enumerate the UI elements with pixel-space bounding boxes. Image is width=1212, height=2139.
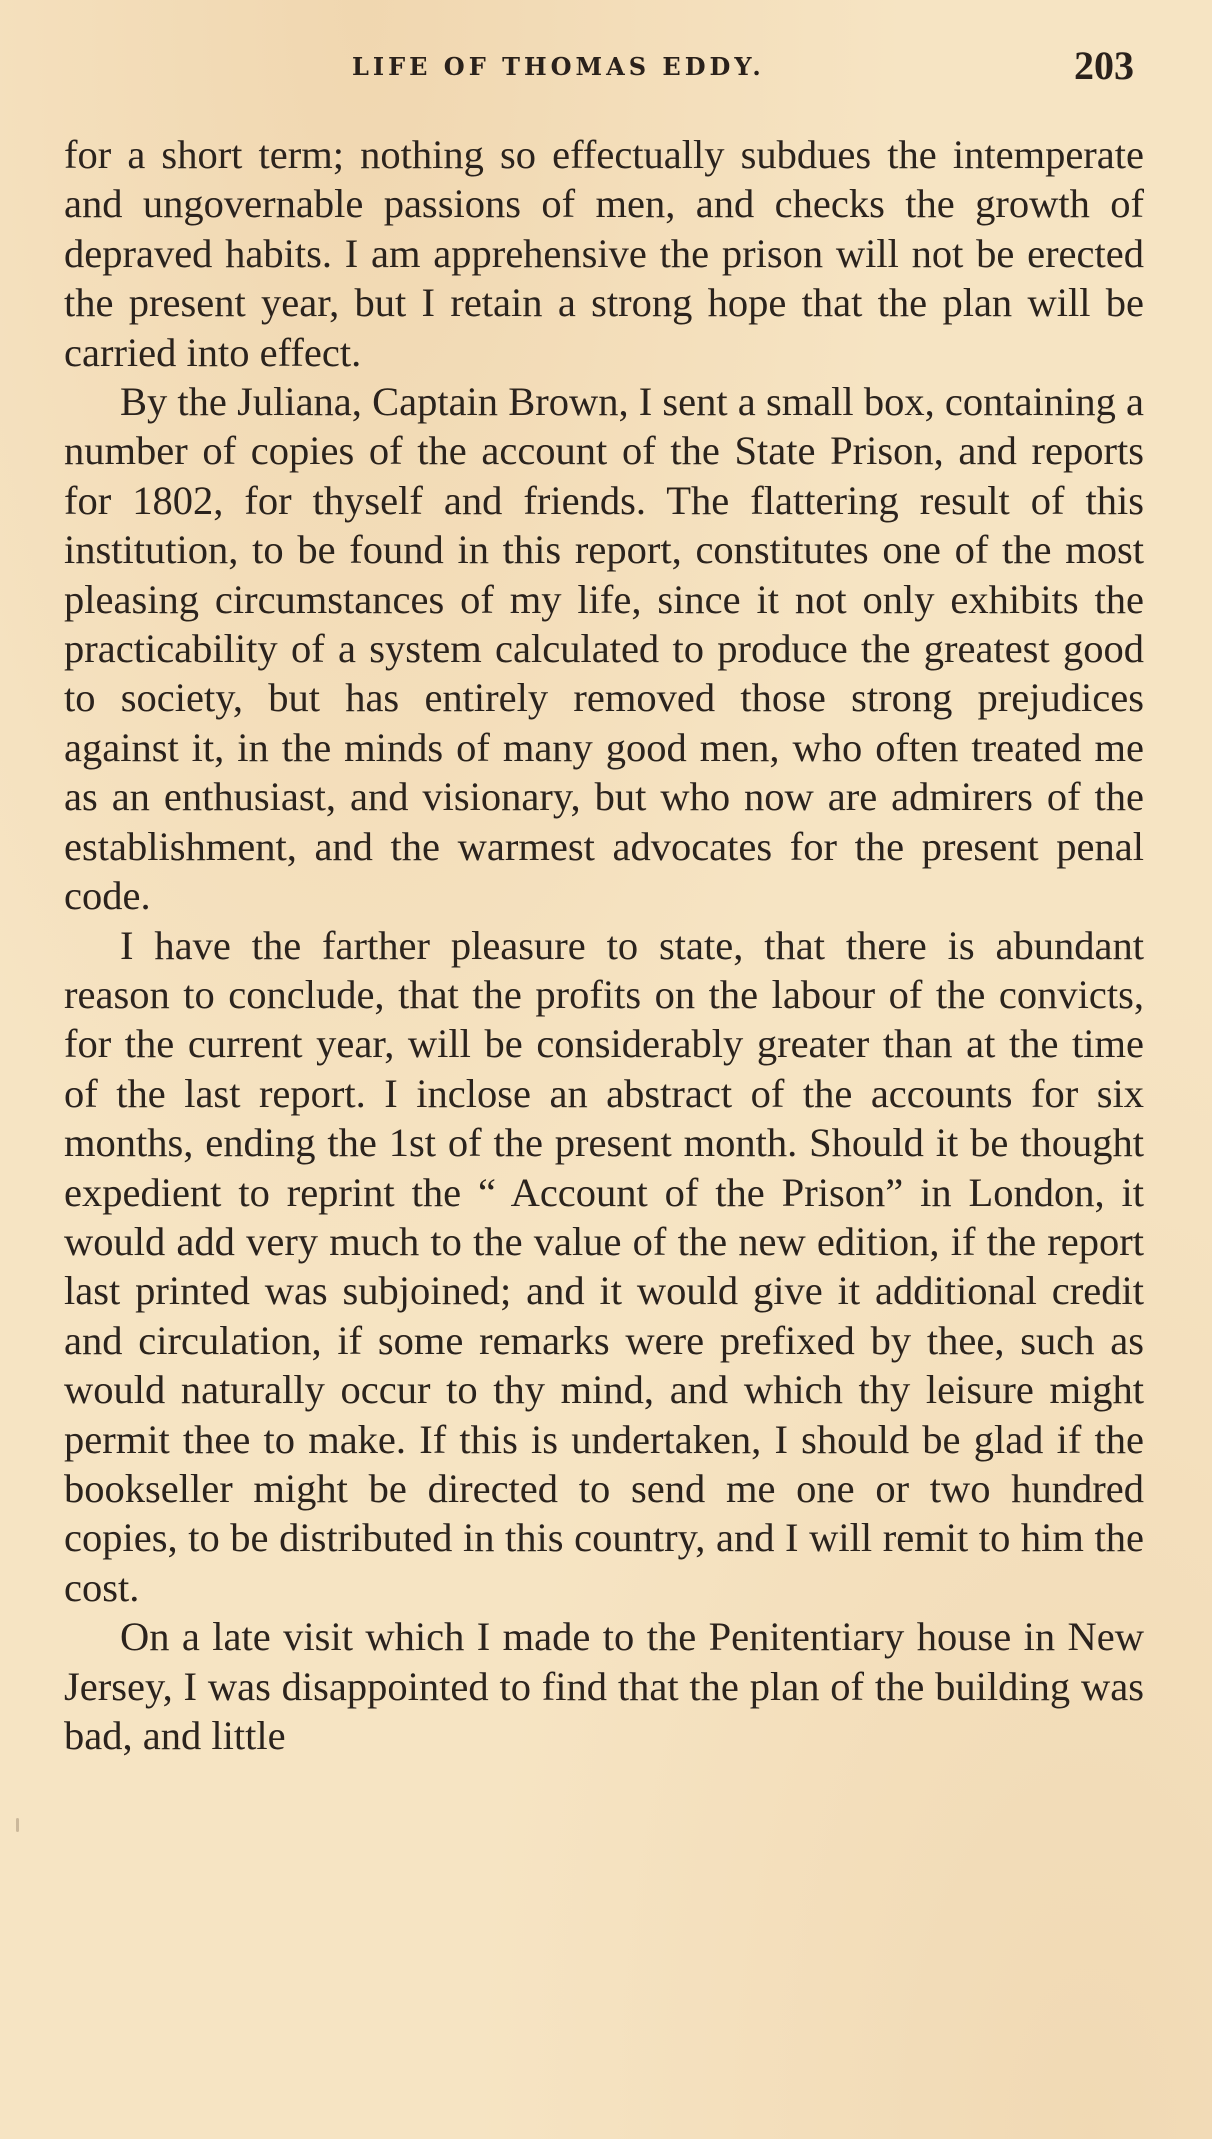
paragraph-4: On a late visit which I made to the Penitentiary house in New Jersey, I was disappointed to find that the plan of the building was bad, and little <box>64 1614 1144 1758</box>
body-text <box>64 130 1144 1760</box>
paragraph-3: I have the farther pleasure to state, that there is abundant reason to conclude, that the profits on the labour of the convicts, for the current year, will be considerably greater than at the time of the last report. I inclose an abstract of the accounts for six months, ending the 1st of the present month. Should it be thought expedient to reprint the “ Account of the Prison” in London, it would add very much to the value of the new edition, if the report last printed was subjoined; and it would give it additional credit and circulation, if some remarks were prefixed by thee, such as would naturally occur to thy mind, and which thy leisure might permit thee to make. If this is undertaken, I should be glad if the bookseller might be directed to send me one or two hundred copies, to be distributed in this country, and I will remit to him the cost. <box>64 922 1144 1610</box>
running-head: LIFE OF THOMAS EDDY. <box>352 52 765 81</box>
paragraph-1: for a short term; nothing so effectually subdues the intemperate and ungovernable passions of men, and checks the growth of depraved habits. I am apprehensive the prison will not be erected the present year, but I retain a strong hope that the plan will be carried into effect. <box>64 132 1144 375</box>
paragraph-2: By the Juliana, Captain Brown, I sent a small box, containing a number of copies of the account of the State Prison, and reports for 1802, for thyself and friends. The flattering result of this institution, to be found in this report, constitutes one of the most pleasing circumstances of my life, since it not only exhibits the practicability of a system calculated to produce the greatest good to society, but has entirely removed those strong prejudices against it, in the minds of many good men, who often treated me as an enthusiast, and visionary, but who now are admirers of the establishment, and the warmest advocates for the present penal code. <box>64 379 1144 919</box>
page-number: 203 <box>1074 43 1134 88</box>
paper-speck <box>16 1818 19 1832</box>
